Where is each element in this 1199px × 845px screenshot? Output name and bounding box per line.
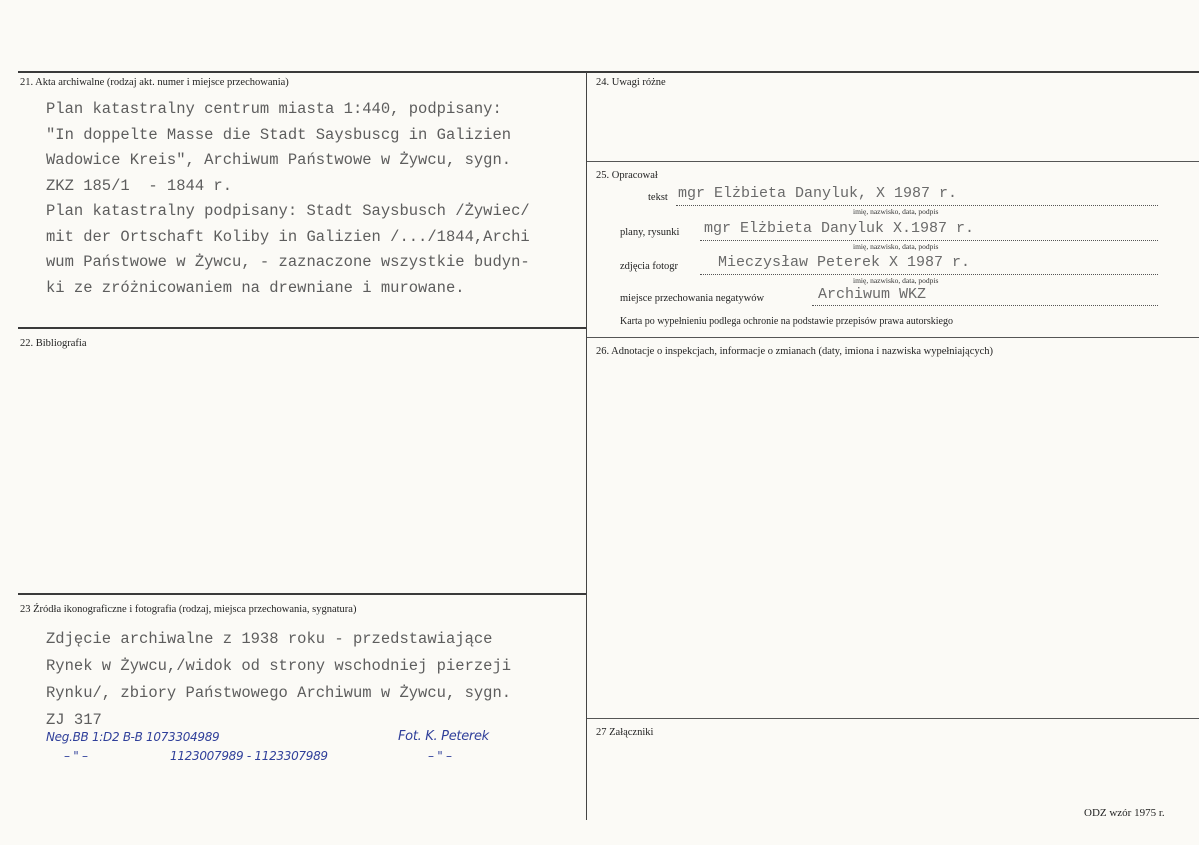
left-rule-2 xyxy=(18,593,586,595)
field-line xyxy=(812,305,1158,306)
text-line: Plan katastralny podpisany: Stadt Saysbusch /Żywiec/ xyxy=(46,202,530,220)
row-label-plans: plany, rysunki xyxy=(620,227,680,238)
row-label-text: tekst xyxy=(648,192,668,203)
right-rule-3 xyxy=(587,718,1199,719)
text-line: Wadowice Kreis", Archiwum Państwowe w Żywcu, sygn. xyxy=(46,151,512,169)
field-value-plans: mgr Elżbieta Danyluk X.1987 r. xyxy=(704,220,975,237)
field-caption: imię, nazwisko, data, podpis xyxy=(853,207,939,216)
handwritten-number-range: 1123007989 - 1123307989 xyxy=(170,749,328,763)
right-rule-1 xyxy=(587,161,1199,162)
field-caption: imię, nazwisko, data, podpis xyxy=(853,276,939,285)
row-label-negatives: miejsce przechowania negatywów xyxy=(620,293,765,304)
section-26-label: 26. Adnotacje o inspekcjach, informacje o zmianach (daty, imiona i nazwiska wypełniających) xyxy=(596,346,994,357)
field-value-photos: Mieczysław Peterek X 1987 r. xyxy=(718,254,971,271)
text-line: "In doppelte Masse die Stadt Saysbuscg in Galizien xyxy=(46,125,512,144)
text-line: Rynku/, zbiory Państwowego Archiwum w Żywcu, sygn. xyxy=(46,684,512,702)
handwritten-ditto: – " – xyxy=(64,749,88,763)
section-25-label: 25. Opracował xyxy=(596,170,658,181)
field-caption: imię, nazwisko, data, podpis xyxy=(853,242,939,251)
text-line: mit der Ortschaft Koliby in Galizien /.../1844,Archi xyxy=(46,227,530,246)
left-rule-1 xyxy=(18,327,586,329)
field-value-text: mgr Elżbieta Danyluk, X 1987 r. xyxy=(678,185,958,202)
right-rule-2 xyxy=(587,337,1199,338)
text-line: ZKZ 185/1 - 1844 r. xyxy=(46,176,233,195)
text-line: ZJ 317 xyxy=(46,711,102,729)
handwritten-ditto: – " – xyxy=(428,749,452,763)
field-line xyxy=(676,205,1158,206)
copyright-note: Karta po wypełnieniu podlega ochronie na podstawie przepisów prawa autorskiego xyxy=(620,316,953,327)
field-line xyxy=(700,240,1158,241)
center-divider xyxy=(586,72,587,820)
text-line: Zdjęcie archiwalne z 1938 roku - przedstawiające xyxy=(46,630,493,648)
text-line: Rynek w Żywcu,/widok od strony wschodniej pierzeji xyxy=(46,657,512,675)
handwritten-photographer: Fot. K. Peterek xyxy=(398,729,489,744)
field-value-negatives: Archiwum WKZ xyxy=(818,286,927,303)
section-24-label: 24. Uwagi różne xyxy=(596,77,666,88)
field-line xyxy=(700,274,1158,275)
form-version: ODZ wzór 1975 r. xyxy=(1084,807,1165,819)
top-rule xyxy=(18,71,1199,73)
text-line: ki ze zróżnicowaniem na drewniane i murowane. xyxy=(46,278,465,297)
handwritten-negative-number: Neg.BB 1:D2 B-B 1073304989 xyxy=(46,730,220,744)
section-21-label: 21. Akta archiwalne (rodzaj akt. numer i miejsce przechowania) xyxy=(20,77,289,88)
section-22-label: 22. Bibliografia xyxy=(20,338,87,349)
section-23-label: 23 Źródła ikonograficzne i fotografia (rodzaj, miejsca przechowania, sygnatura) xyxy=(20,604,357,615)
text-line: Plan katastralny centrum miasta 1:440, podpisany: xyxy=(46,100,502,118)
row-label-photos: zdjęcia fotogr xyxy=(620,261,679,272)
text-line: wum Państwowe w Żywcu, - zaznaczone wszystkie budyn- xyxy=(46,253,530,271)
section-27-label: 27 Załączniki xyxy=(596,727,654,738)
